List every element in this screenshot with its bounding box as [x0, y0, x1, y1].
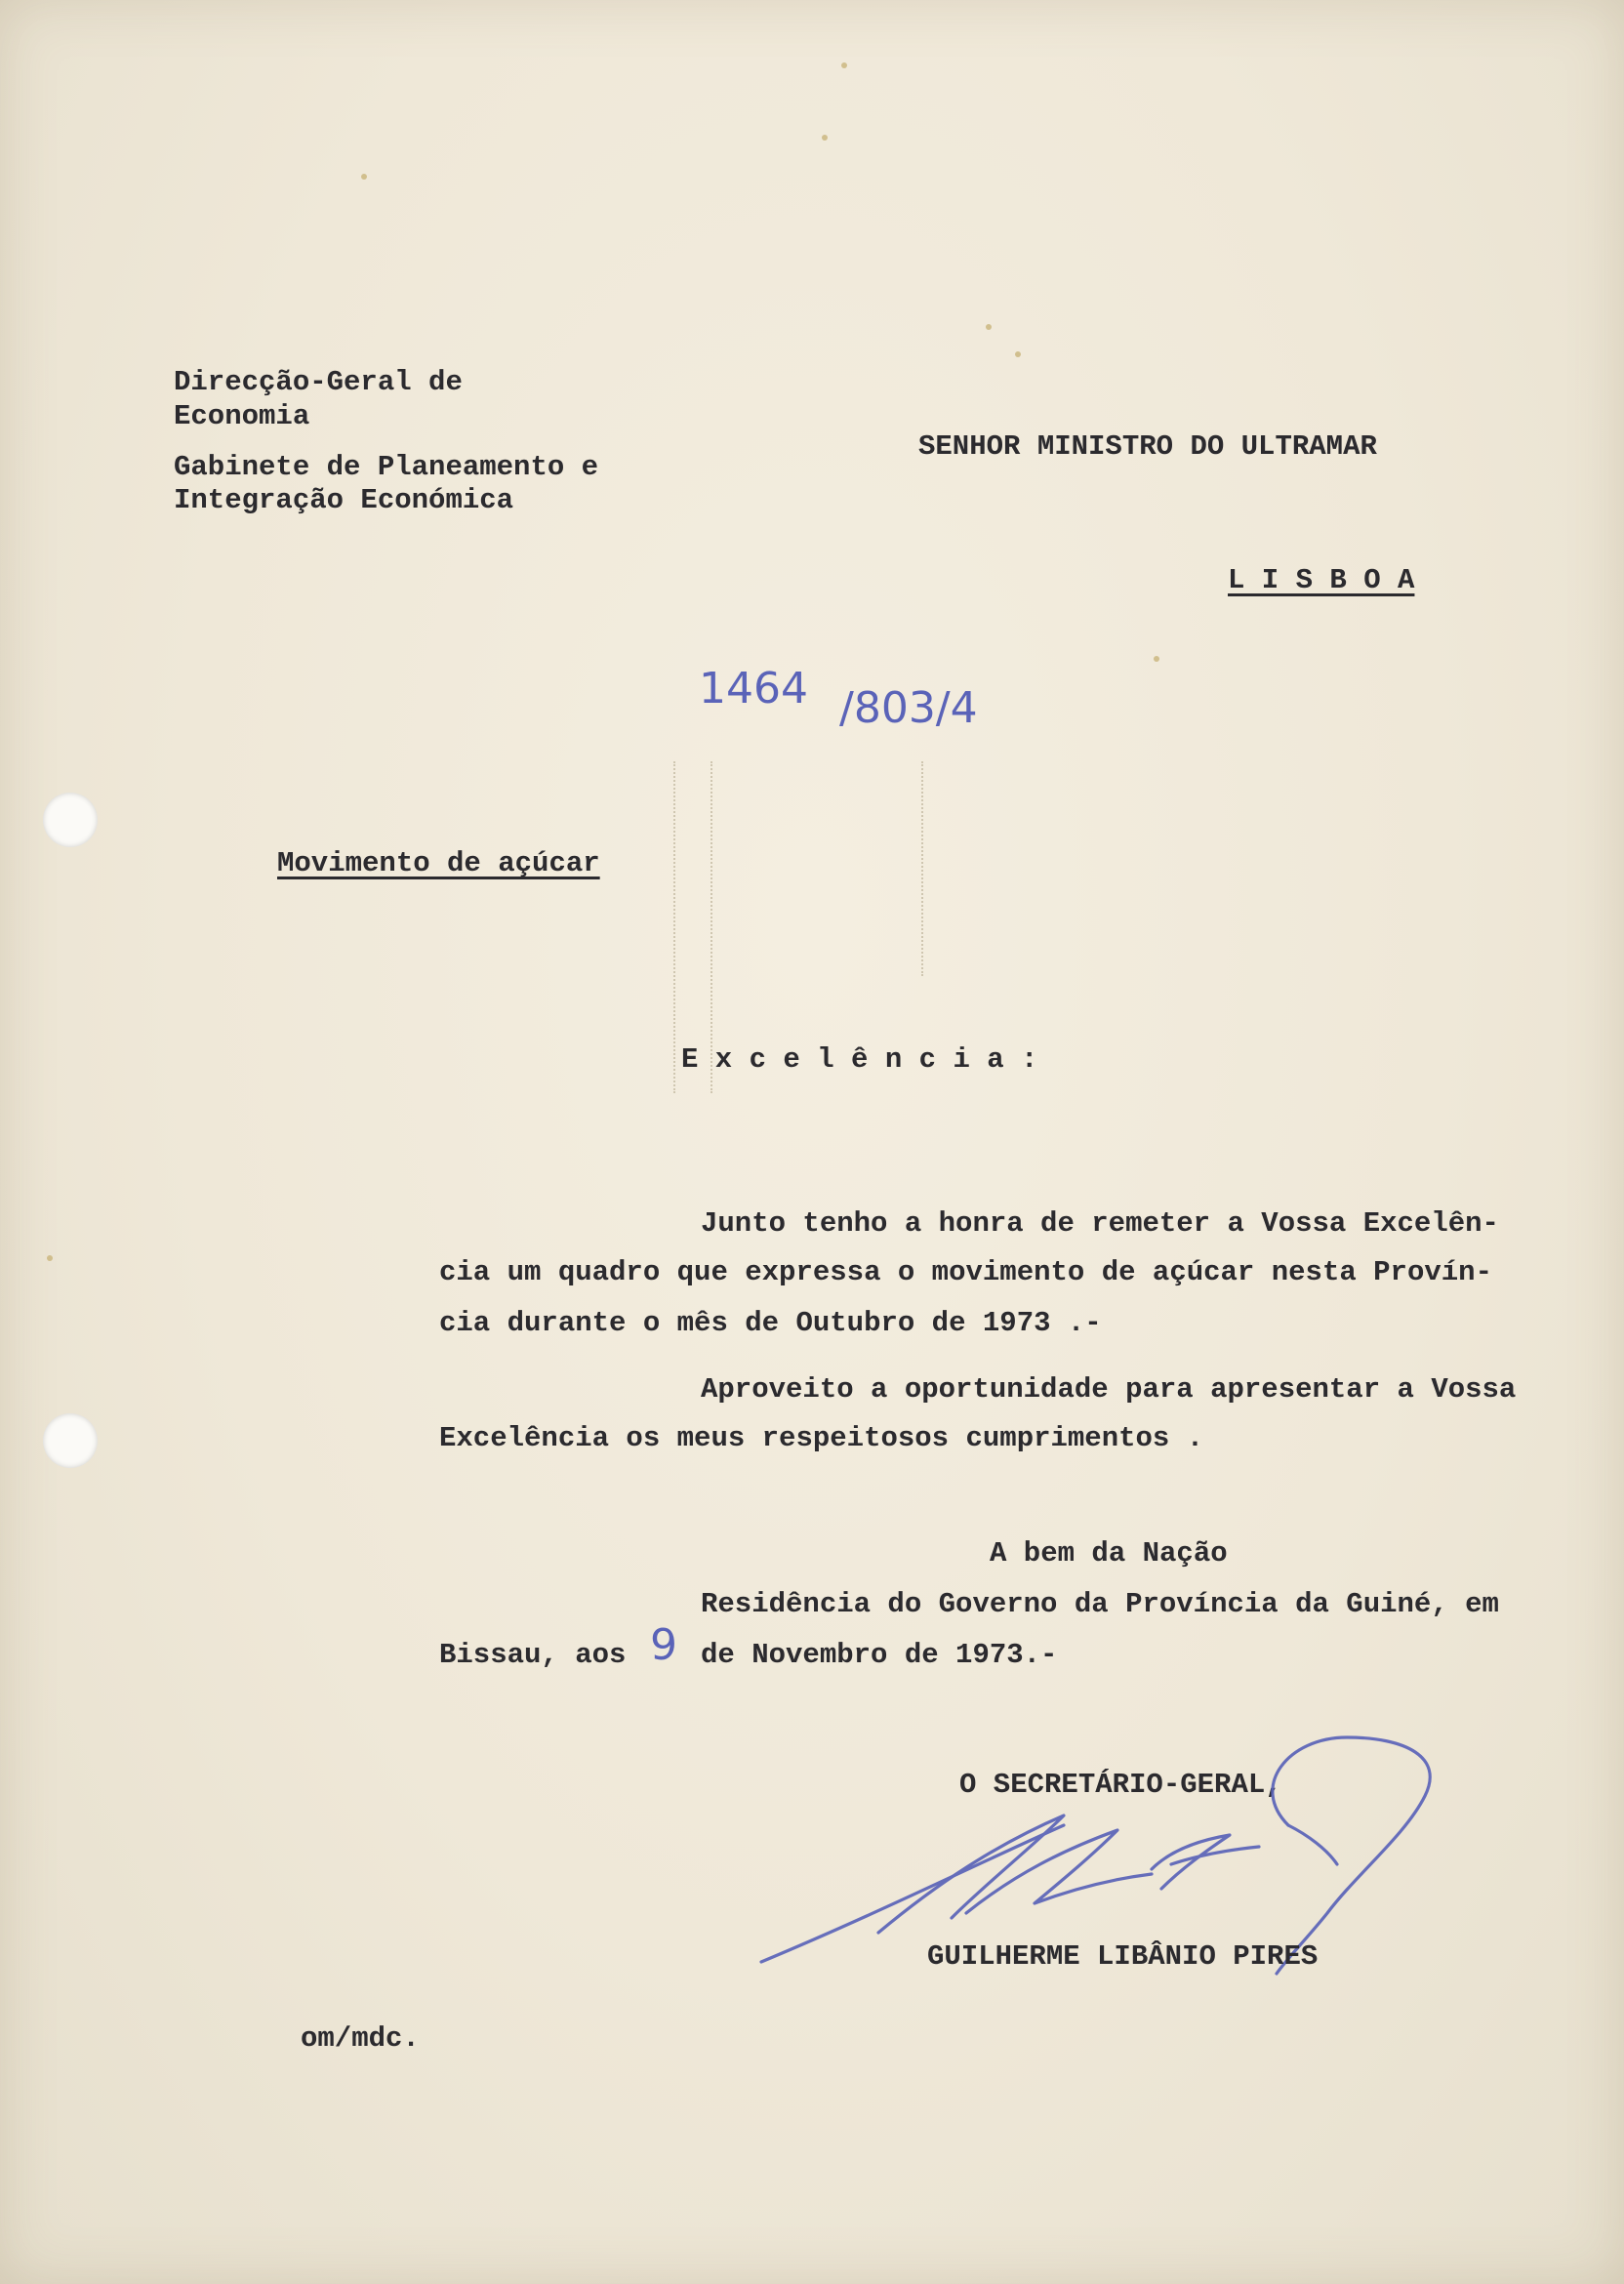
recipient-city: L I S B O A	[1228, 564, 1415, 596]
typist-initials: om/mdc.	[301, 2022, 420, 2055]
fold-mark	[921, 761, 923, 976]
sender-line-4: Integração Económica	[174, 484, 514, 516]
sender-line-3: Gabinete de Planeamento e	[174, 451, 599, 483]
body-p1-line-1: Junto tenho a honra de remeter a Vossa Excelên-	[701, 1207, 1499, 1240]
paper-speck	[47, 1255, 53, 1261]
sender-line-2: Economia	[174, 400, 310, 432]
reference-number-2: /803/4	[839, 683, 978, 733]
closing-date-prefix: Bissau, aos	[439, 1639, 627, 1671]
punch-hole-top	[43, 793, 98, 847]
signatory-name: GUILHERME LIBÂNIO PIRES	[927, 1940, 1319, 1973]
body-p2-line-1: Aproveito a oportunidade para apresentar a Vossa	[701, 1373, 1517, 1406]
sender-line-1: Direcção-Geral de	[174, 366, 463, 398]
paper-speck	[361, 174, 367, 180]
body-p2-line-2: Excelência os meus respeitosos cumprimentos .	[439, 1422, 1204, 1454]
paper-speck	[1154, 656, 1159, 662]
fold-mark	[673, 761, 675, 1093]
recipient-title: SENHOR MINISTRO DO ULTRAMAR	[918, 430, 1377, 463]
signatory-title: O SECRETÁRIO-GERAL,	[959, 1769, 1282, 1801]
paper-speck	[986, 324, 992, 330]
paper-speck	[841, 62, 847, 68]
closing-place-line: Residência do Governo da Província da Guiné, em	[701, 1588, 1499, 1620]
body-p1-line-3: cia durante o mês de Outubro de 1973 .-	[439, 1307, 1102, 1339]
closing-motto: A bem da Nação	[990, 1537, 1228, 1570]
salutation: E x c e l ê n c i a :	[681, 1043, 1038, 1076]
closing-date-day: 9	[650, 1620, 677, 1670]
body-p1-line-2: cia um quadro que expressa o movimento de açúcar nesta Provín-	[439, 1256, 1492, 1288]
closing-date-suffix: de Novembro de 1973.-	[701, 1639, 1058, 1671]
subject-line: Movimento de açúcar	[277, 847, 600, 879]
reference-number-1: 1464	[699, 664, 808, 714]
paper-speck	[1015, 351, 1021, 357]
punch-hole-bottom	[43, 1413, 98, 1468]
paper-speck	[822, 135, 828, 141]
